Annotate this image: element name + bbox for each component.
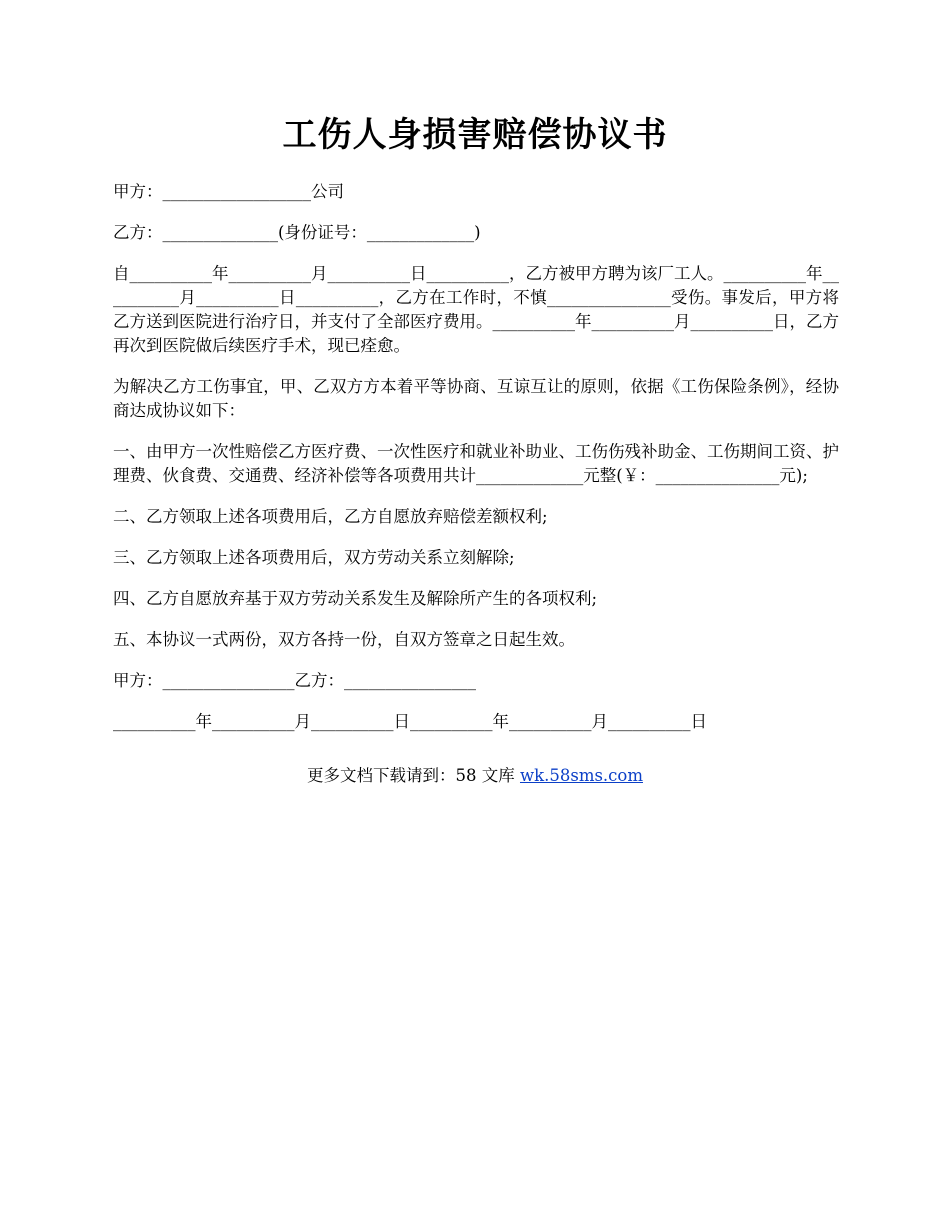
clause-4: 四、乙方自愿放弃基于双方劳动关系发生及解除所产生的各项权利; [113,589,598,608]
clause-3: 三、乙方领取上述各项费用后，双方劳动关系立刻解除; [113,548,515,567]
clause-5: 五、本协议一式两份，双方各持一份，自双方签章之日起生效。 [113,630,575,649]
clause-2: 二、乙方领取上述各项费用后，乙方自愿放弃赔偿差额权利; [113,507,548,526]
party-b-line: 乙方：______________(身份证号：_____________) [113,223,481,242]
incident-paragraph: 自__________年__________月__________日__________，乙方被甲方聘为该厂工人。__________年__________月__________日__________，乙方在工作时，不慎_______________受伤。事发后，甲方将乙方送到医院进行治疗日，并支付了全部医疗费用。__________年__________月__________日，乙方再次到医院做后续医疗手术，现已痊愈。 [113,264,839,355]
footer-text: 更多文档下载请到：58 文库 [306,766,520,785]
date-line: __________年__________月__________日__________年__________月__________日 [113,712,707,731]
document-body [113,180,839,751]
clause-1: 一、由甲方一次性赔偿乙方医疗费、一次性医疗和就业补助业、工伤伤残补助金、工伤期间工资、护理费、伙食费、交通费、经济补偿等各项费用共计_____________元整(￥：_______________元); [113,442,839,485]
document-title: 工伤人身损害赔偿协议书 [282,115,668,155]
signature-line: 甲方：________________乙方：________________ [113,671,476,690]
footer-link[interactable]: wk.58sms.com [519,766,643,785]
purpose-paragraph: 为解决乙方工伤事宜，甲、乙双方方本着平等协商、互谅互让的原则，依据《工伤保险条例》，经协商达成协议如下： [113,377,839,420]
party-a-line: 甲方：__________________公司 [113,182,344,201]
download-footer [0,764,950,788]
